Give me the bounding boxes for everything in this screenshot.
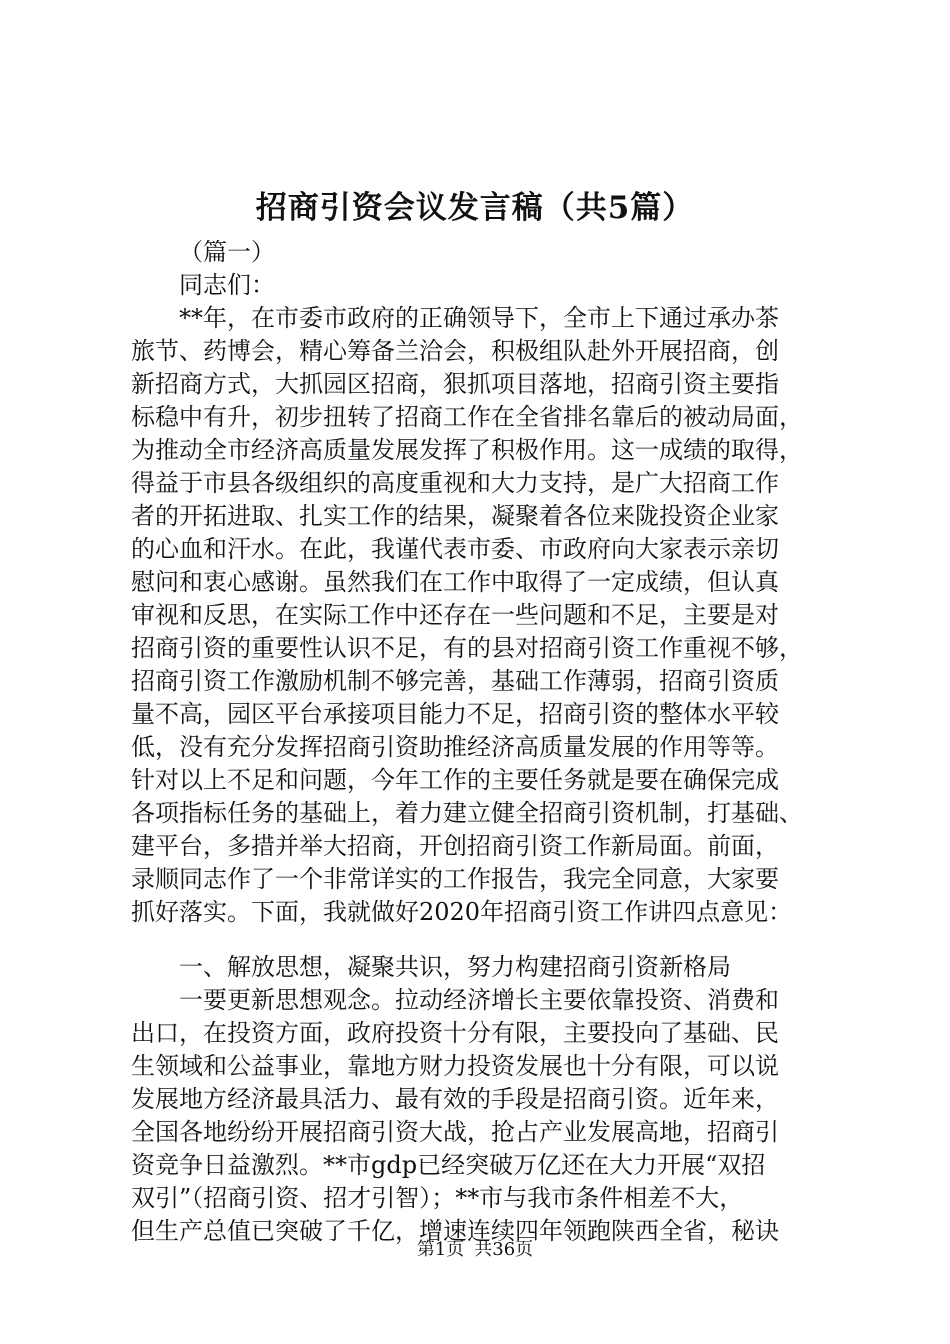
paragraph-line: 者的开拓进取、扎实工作的结果，凝聚着各位来陇投资企业家 [131,502,779,530]
paragraph-line: 全国各地纷纷开展招商引资大战，抢占产业发展高地，招商引 [131,1118,779,1146]
paragraph-1 [131,302,831,929]
paragraph-line: 针对以上不足和问题，今年工作的主要任务就是要在确保完成 [131,766,779,794]
paragraph-line: 为推动全市经济高质量发展发挥了积极作用。这一成绩的取得， [131,436,803,464]
paragraph-line: **年，在市委市政府的正确领导下，全市上下通过承办茶 [179,304,779,332]
section-heading: 一、解放思想，凝聚共识，努力构建招商引资新格局 [179,953,731,981]
paragraph-line: 发展地方经济最具活力、最有效的手段是招商引资。近年来， [131,1085,779,1113]
paragraph-line: 标稳中有升，初步扭转了招商工作在全省排名靠后的被动局面， [131,403,803,431]
page-number-current: 第1页 [416,1239,465,1260]
paragraph-line: 出口，在投资方面，政府投资十分有限，主要投向了基础、民 [131,1019,779,1047]
paragraph-line: 但生产总值已突破了千亿，增速连续四年领跑陕西全省，秘诀 [131,1217,779,1245]
paragraph-line: 招商引资的重要性认识不足，有的县对招商引资工作重视不够， [131,634,803,662]
paragraph-line: 的心血和汗水。在此，我谨代表市委、市政府向大家表示亲切 [131,535,779,563]
page-number-total: 共36页 [474,1239,534,1260]
paragraph-line: 各项指标任务的基础上，着力建立健全招商引资机制，打基础、 [131,799,803,827]
paragraph-line: 生领域和公益事业，靠地方财力投资发展也十分有限，可以说 [131,1052,779,1080]
paragraph-line: 得益于市县各级组织的高度重视和大力支持，是广大招商工作 [131,469,779,497]
salutation: 同志们： [179,271,275,299]
paragraph-line: 旅节、药博会，精心筹备兰洽会，积极组队赴外开展招商，创 [131,337,779,365]
paragraph-line: 录顺同志作了一个非常详实的工作报告，我完全同意，大家要 [131,865,779,893]
paragraph-line: 审视和反思，在实际工作中还存在一些问题和不足，主要是对 [131,601,779,629]
paragraph-line: 一要更新思想观念。拉动经济增长主要依靠投资、消费和 [179,986,779,1014]
paragraph-line: 抓好落实。下面，我就做好2020年招商引资工作讲四点意见： [131,898,793,926]
paragraph-line: 招商引资工作激励机制不够完善，基础工作薄弱，招商引资质 [131,667,779,695]
paragraph-line: 双引”（招商引资、招才引智）；**市与我市条件相差不大， [131,1184,744,1212]
paragraph-line: 资竞争日益激烈。**市gdp已经突破万亿还在大力开展“双招 [131,1151,766,1179]
page-footer [0,1238,950,1262]
paragraph-line: 慰问和衷心感谢。虽然我们在工作中取得了一定成绩，但认真 [131,568,779,596]
paragraph-line: 量不高，园区平台承接项目能力不足，招商引资的整体水平较 [131,700,779,728]
paragraph-line: 低，没有充分发挥招商引资助推经济高质量发展的作用等等。 [131,733,779,761]
paragraph-2 [131,984,831,1248]
paragraph-gap [131,929,831,951]
section-label: （篇一） [179,238,275,266]
document-title: 招商引资会议发言稿（共5篇） [255,190,695,226]
document-body [131,236,831,1248]
paragraph-line: 建平台，多措并举大招商，开创招商引资工作新局面。前面， [131,832,779,860]
paragraph-line: 新招商方式，大抓园区招商，狠抓项目落地，招商引资主要指 [131,370,779,398]
